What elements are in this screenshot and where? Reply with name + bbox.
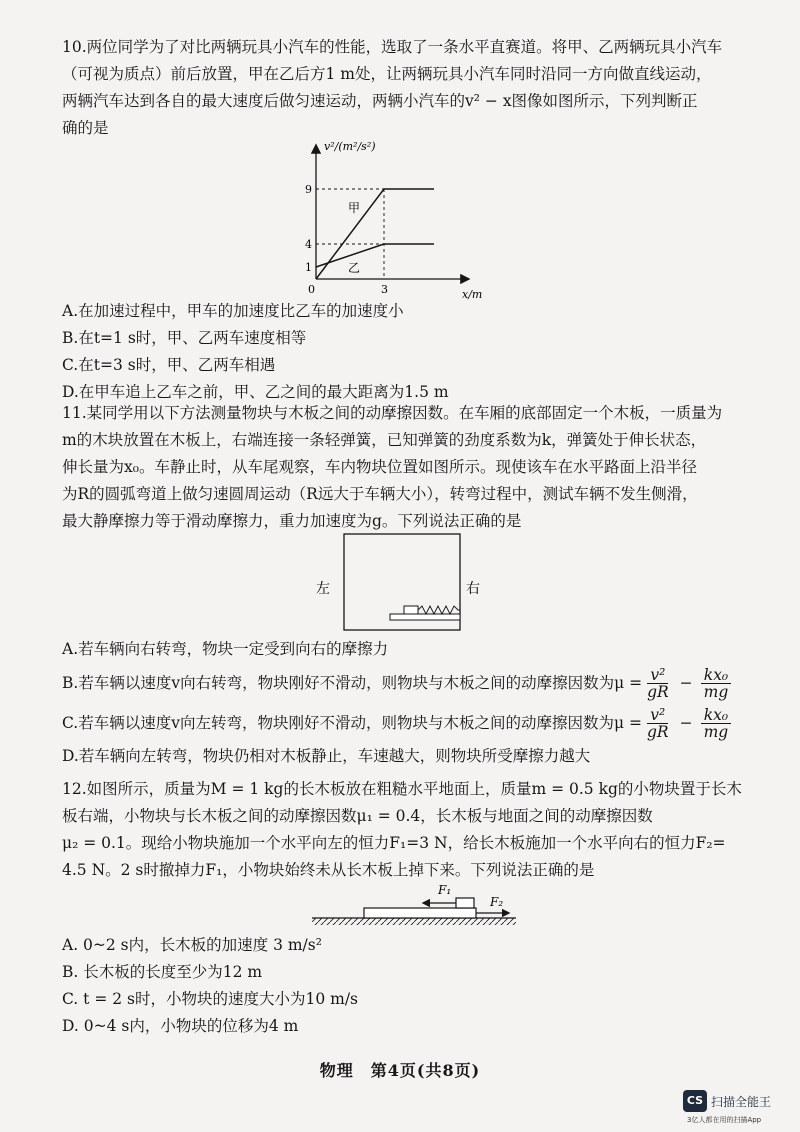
option-a: A.在加速过程中，甲车的加速度比乙车的加速度小 [62, 302, 404, 320]
option-b-text: B.若车辆以速度v向右转弯，物块刚好不滑动，则物块与木板之间的动摩擦因数为μ = [62, 674, 643, 692]
stem-line: 4.5 N。2 s时撤掉力F₁，小物块始终未从长木板上掉下来。下列说法正确的是 [62, 861, 595, 879]
option-a: A.若车辆向右转弯，物块一定受到向右的摩擦力 [62, 640, 389, 658]
option-c: C. t = 2 s时，小物块的速度大小为10 m/s [62, 990, 358, 1008]
question-10-options [62, 298, 774, 406]
stem-line: 最大静摩擦力等于滑动摩擦力，重力加速度为g。下列说法正确的是 [62, 512, 522, 530]
origin-label: 0 [308, 283, 315, 296]
spring [418, 606, 460, 614]
option-b: B. 长木板的长度至少为12 m [62, 963, 263, 981]
option-c [62, 703, 774, 743]
fraction-kx0-over-mg: $\frac{\text{kx₀}}{mg}$ [701, 707, 732, 740]
option-c-text: C.若车辆以速度v向左转弯，物块刚好不滑动，则物块与木板之间的动摩擦因数为μ = [62, 714, 642, 732]
scanner-watermark [683, 1090, 793, 1130]
question-11-options [62, 636, 774, 770]
question-12-options [62, 932, 774, 1040]
stem-line: 12.如图所示，质量为M = 1 kg的长木板放在粗糙水平地面上，质量m = 0.5 kg的小物块置于长木 [62, 780, 742, 798]
minus-sign: − [679, 674, 693, 692]
ground-hatch [312, 918, 516, 925]
f2-label: F₂ [490, 895, 504, 909]
question-10-stem [62, 34, 774, 142]
y-axis-label: v²/(m²/s²) [324, 140, 376, 153]
stem-line: 确的是 [62, 119, 109, 137]
stem-line: 11.某同学用以下方法测量物块与木板之间的动摩擦因数。在车厢的底部固定一个木板，一质量为 [62, 404, 723, 422]
scanner-name: 扫描全能王 [711, 1095, 772, 1109]
long-board [364, 908, 476, 918]
option-b: B.在t=1 s时，甲、乙两车速度相等 [62, 329, 307, 347]
stem-line: （可视为质点）前后放置，甲在乙后方1 m处，让两辆玩具小汽车同时沿同一方向做直线运动， [62, 65, 712, 83]
question-11-stem [62, 400, 774, 535]
y-tick-4: 4 [305, 238, 312, 251]
line-jia [316, 189, 434, 279]
f1-label: F₁ [438, 883, 452, 897]
stem-line: 10.两位同学为了对比两辆玩具小汽车的性能，选取了一条水平直赛道。将甲、乙两辆玩具小汽车 [62, 38, 723, 56]
board-block-figure [306, 880, 526, 930]
x-axis-label: x/m [462, 288, 483, 301]
y-tick-1: 1 [305, 261, 312, 274]
y-tick-9: 9 [305, 183, 312, 196]
scanner-tagline: 3亿人都在用的扫描App [687, 1116, 762, 1124]
v2-x-graph [300, 136, 500, 304]
option-b [62, 663, 774, 703]
label-jia: 甲 [348, 201, 361, 215]
option-d: D.若车辆向左转弯，物块仍相对木板静止，车速越大，则物块所受摩擦力越大 [62, 747, 591, 765]
scanner-logo-icon: CS [683, 1090, 707, 1112]
stem-line: 板右端，小物块与长木板之间的动摩擦因数μ₁ = 0.4，长木板与地面之间的动摩擦因数 [62, 807, 653, 825]
option-d: D.在甲车追上乙车之前，甲、乙之间的最大距离为1.5 m [62, 383, 449, 401]
right-label: 右 [466, 581, 480, 597]
fraction-v2-over-gR: $\frac{\text{v²}}{gR}$ [647, 665, 669, 701]
small-block [456, 898, 474, 908]
stem-line: 为R的圆弧弯道上做匀速圆周运动（R远大于车辆大小），转弯过程中，测试车辆不发生侧滑， [62, 485, 698, 503]
stem-line: 伸长量为x₀。车静止时，从车尾观察，车内物块位置如图所示。现使该车在水平路面上沿半径 [62, 458, 697, 476]
fraction-kx0-over-mg: $\frac{\text{kx₀}}{mg}$ [701, 667, 732, 700]
option-c: C.在t=3 s时，甲、乙两车相遇 [62, 356, 276, 374]
stem-line: μ₂ = 0.1。现给小物块施加一个水平向左的恒力F₁=3 N，给长木板施加一个水平向右的恒力F₂= [62, 834, 726, 852]
question-12-stem [62, 776, 774, 884]
fraction-v2-over-gR: $\frac{\text{v²}}{gR}$ [646, 705, 669, 741]
option-a: A. 0~2 s内，长木板的加速度 3 m/s² [62, 936, 322, 954]
block [404, 606, 418, 614]
label-yi: 乙 [348, 261, 361, 275]
minus-sign: − [679, 714, 693, 732]
stem-line: m的木块放置在木板上，右端连接一条轻弹簧，已知弹簧的劲度系数为k，弹簧处于伸长状态， [62, 431, 707, 449]
page-footer: 物理 第4页(共8页) [319, 1061, 481, 1080]
x-tick-3: 3 [381, 283, 388, 296]
board [390, 614, 460, 620]
left-label: 左 [316, 581, 330, 597]
carriage-figure [310, 528, 510, 636]
option-d: D. 0~4 s内，小物块的位移为4 m [62, 1017, 299, 1035]
stem-line: 两辆汽车达到各自的最大速度后做匀速运动，两辆小汽车的v² − x图像如图所示，下列判断正 [62, 92, 698, 110]
